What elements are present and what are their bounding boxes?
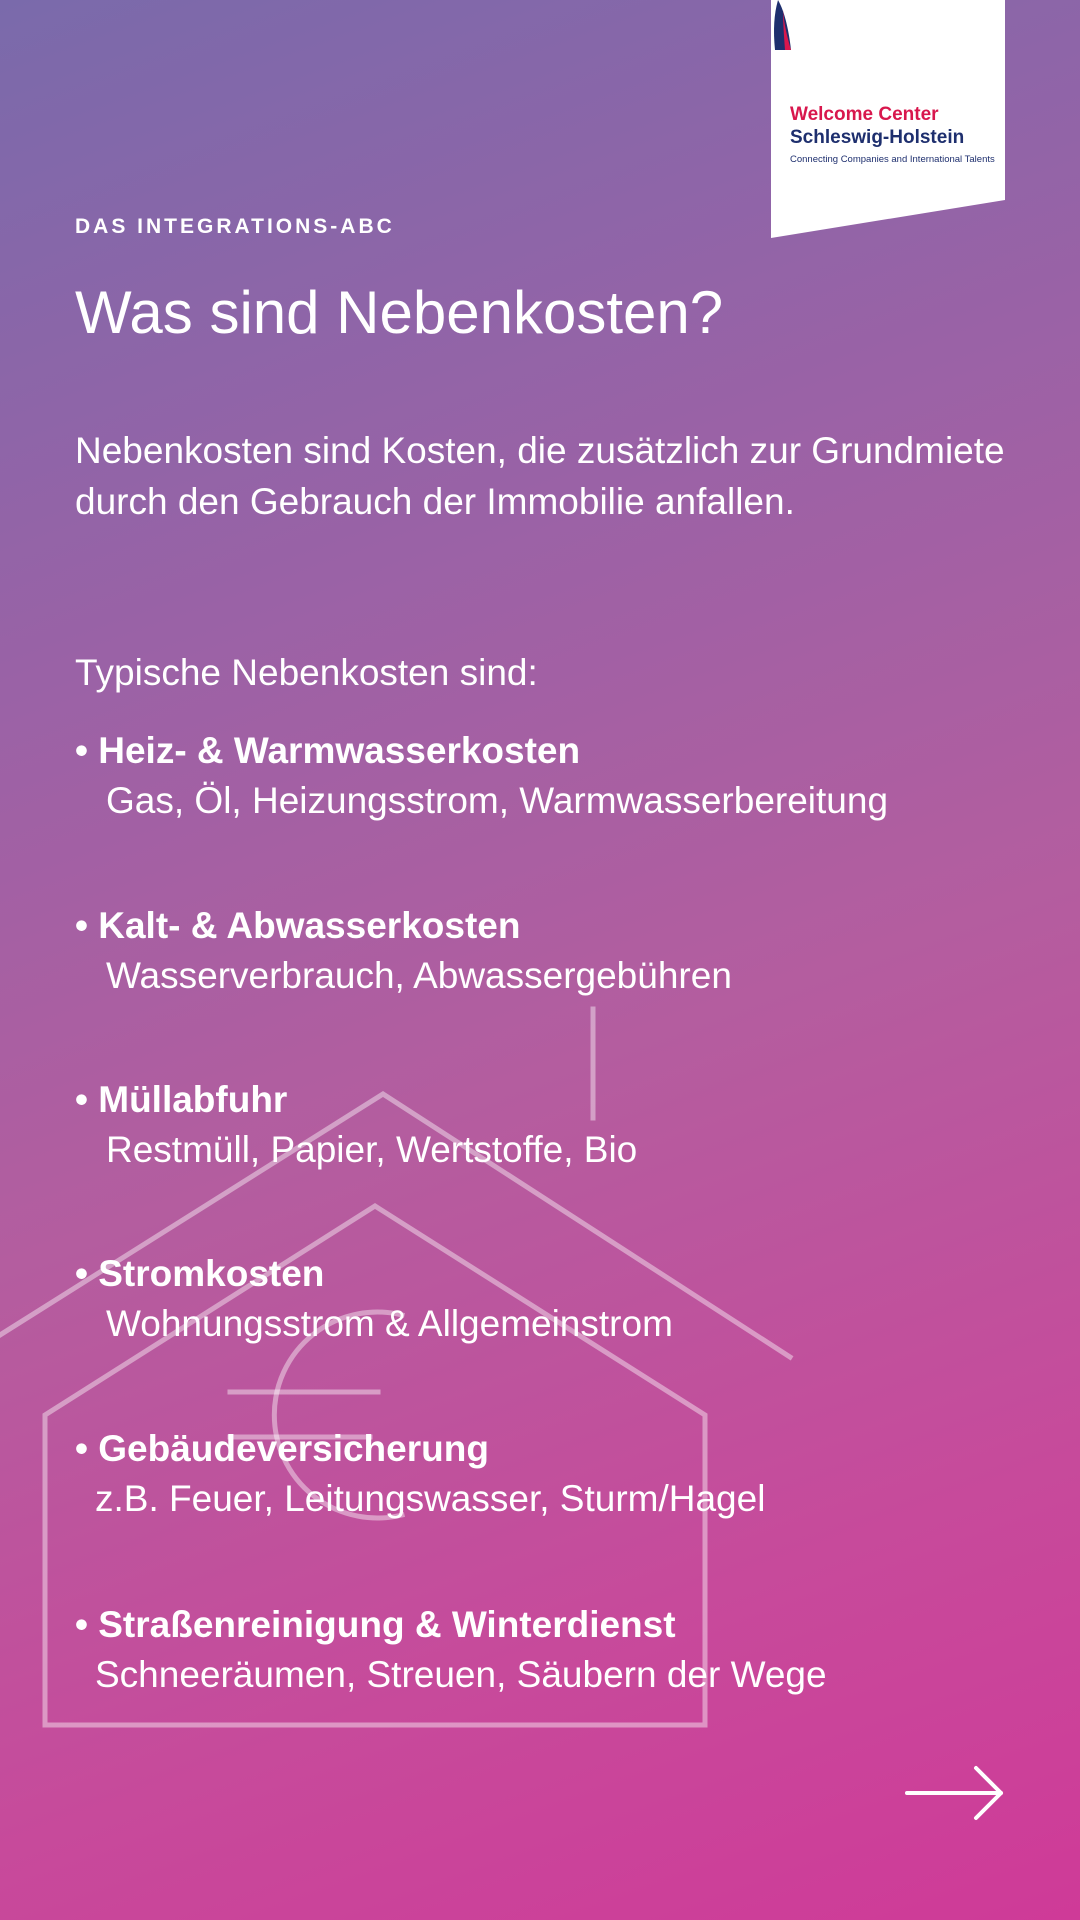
- list-item-description: Wohnungsstrom & Allgemeinstrom: [106, 1303, 673, 1344]
- section-kicker: DAS INTEGRATIONS-ABC: [75, 215, 395, 238]
- bullet: •: [75, 730, 88, 771]
- list-item-wasserkosten: [75, 901, 1065, 1001]
- item-title-text: Straßenreinigung & Winterdienst: [98, 1604, 676, 1645]
- item-title-text: Stromkosten: [98, 1253, 325, 1294]
- list-heading: Typische Nebenkosten sind:: [75, 652, 538, 693]
- intro-paragraph: Nebenkosten sind Kosten, die zusätzlich zur Grundmiete durch den Gebrauch der Immobilie anfallen.: [75, 430, 1005, 522]
- item-title-text: Heiz- & Warmwasserkosten: [98, 730, 581, 771]
- logo-line-region: Schleswig-Holstein: [790, 127, 965, 148]
- logo-line-welcome: Welcome Center: [790, 104, 939, 125]
- item-title-text: Müllabfuhr: [98, 1079, 288, 1120]
- list-item-gebaeudeversicherung: [75, 1424, 1065, 1524]
- list-item-heizkosten: [75, 726, 1065, 826]
- list-item-title: [75, 726, 1065, 776]
- sail-logo-icon: [771, 0, 791, 52]
- list-item-description: Gas, Öl, Heizungsstrom, Warmwasserbereitung: [106, 780, 889, 821]
- bullet: •: [75, 1428, 88, 1469]
- bullet: •: [75, 1079, 88, 1120]
- bullet: •: [75, 905, 88, 946]
- arrow-right-icon[interactable]: [904, 1762, 1006, 1824]
- list-item-description: Wasserverbrauch, Abwassergebühren: [106, 955, 732, 996]
- list-item-description: z.B. Feuer, Leitungswasser, Sturm/Hagel: [95, 1478, 766, 1519]
- list-item-title: [75, 1424, 1065, 1474]
- list-item-title: [75, 1249, 1065, 1299]
- list-item-description: Restmüll, Papier, Wertstoffe, Bio: [106, 1129, 638, 1170]
- welcome-center-logo[interactable]: [771, 0, 1005, 238]
- list-item-title: [75, 1075, 1065, 1125]
- bullet: •: [75, 1253, 88, 1294]
- list-item-strassenreinigung: [75, 1600, 1065, 1700]
- logo-tagline: Connecting Companies and International Talents: [790, 154, 995, 165]
- list-item-muellabfuhr: [75, 1075, 1065, 1175]
- list-item-stromkosten: [75, 1249, 1065, 1349]
- list-item-title: [75, 1600, 1065, 1650]
- item-title-text: Gebäudeversicherung: [98, 1428, 489, 1469]
- list-item-description: Schneeräumen, Streuen, Säubern der Wege: [95, 1654, 827, 1695]
- item-title-text: Kalt- & Abwasserkosten: [98, 905, 521, 946]
- page-title: Was sind Nebenkosten?: [75, 279, 724, 346]
- bullet: •: [75, 1604, 88, 1645]
- list-item-title: [75, 901, 1065, 951]
